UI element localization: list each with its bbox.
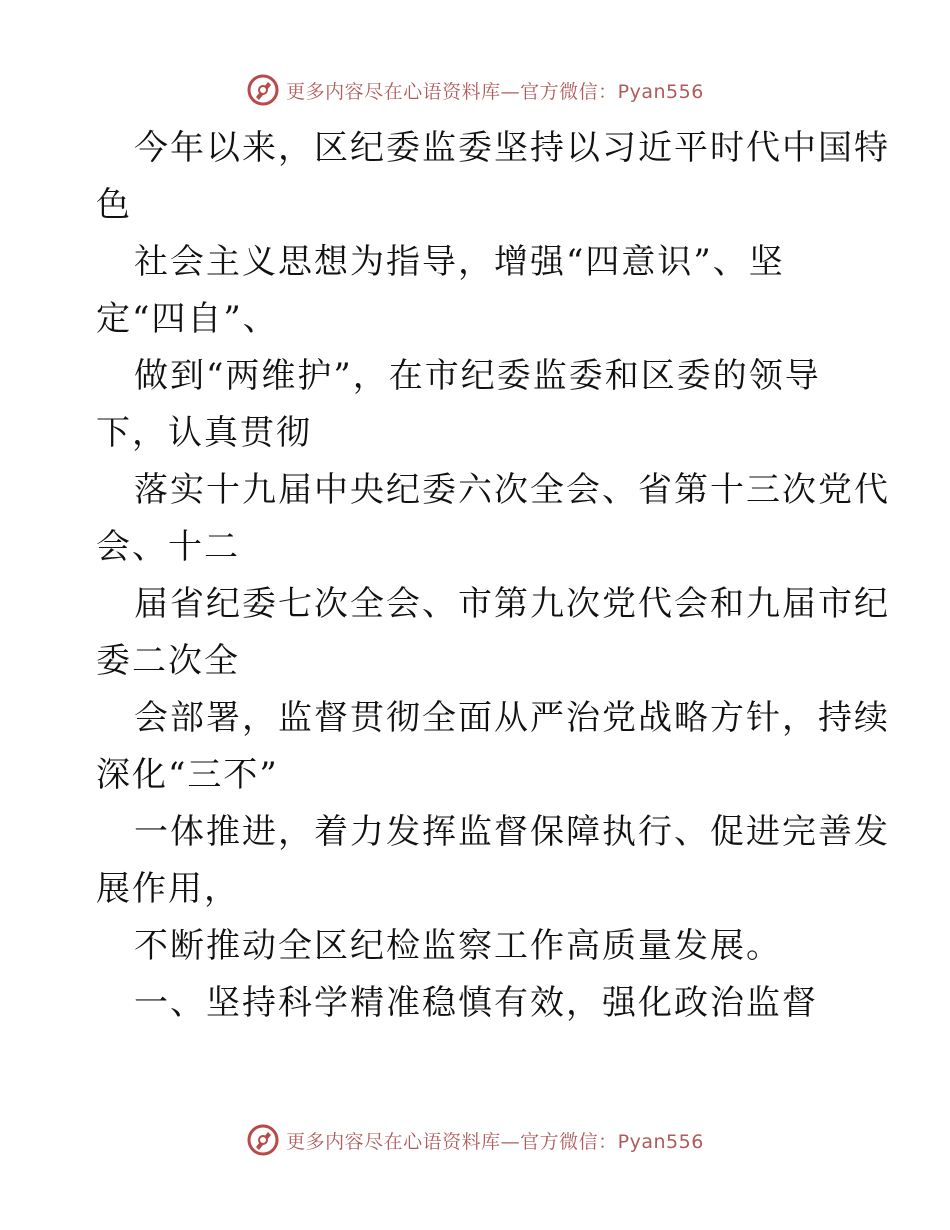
document-body [96,120,890,1032]
text-line: 会、十二 [96,527,240,567]
text-line: 展作用， [96,869,240,909]
footer-banner-text: 更多内容尽在心语资料库—官方微信：Pyan556 [286,1130,704,1153]
text-line: 色 [96,185,132,225]
footer-banner [0,1120,950,1160]
section-heading: 一、坚持科学精准稳慎有效，强化政治监督 [134,983,818,1023]
text-line: 定“四自”、 [96,299,279,339]
logo-icon [246,73,280,107]
text-line: 落实十九届中央纪委六次全会、省第十三次党代 [134,470,890,510]
text-line: 委二次全 [96,641,240,681]
text-line: 不断推动全区纪检监察工作高质量发展。 [134,926,782,966]
text-line: 做到“两维护”，在市纪委监委和区委的领导 [134,356,821,396]
text-line: 届省纪委七次全会、市第九次党代会和九届市纪 [134,584,890,624]
text-line: 一体推进，着力发挥监督保障执行、促进完善发 [134,812,890,852]
text-line: 深化“三不” [96,755,279,795]
text-line: 下，认真贯彻 [96,413,312,453]
header-banner [0,70,950,110]
header-banner-text: 更多内容尽在心语资料库—官方微信：Pyan556 [286,80,704,103]
text-line: 会部署，监督贯彻全面从严治党战略方针，持续 [134,698,890,738]
logo-icon [246,1123,280,1157]
text-line: 今年以来，区纪委监委坚持以习近平时代中国特 [134,128,890,168]
text-line: 社会主义思想为指导，增强“四意识”、坚 [134,242,785,282]
